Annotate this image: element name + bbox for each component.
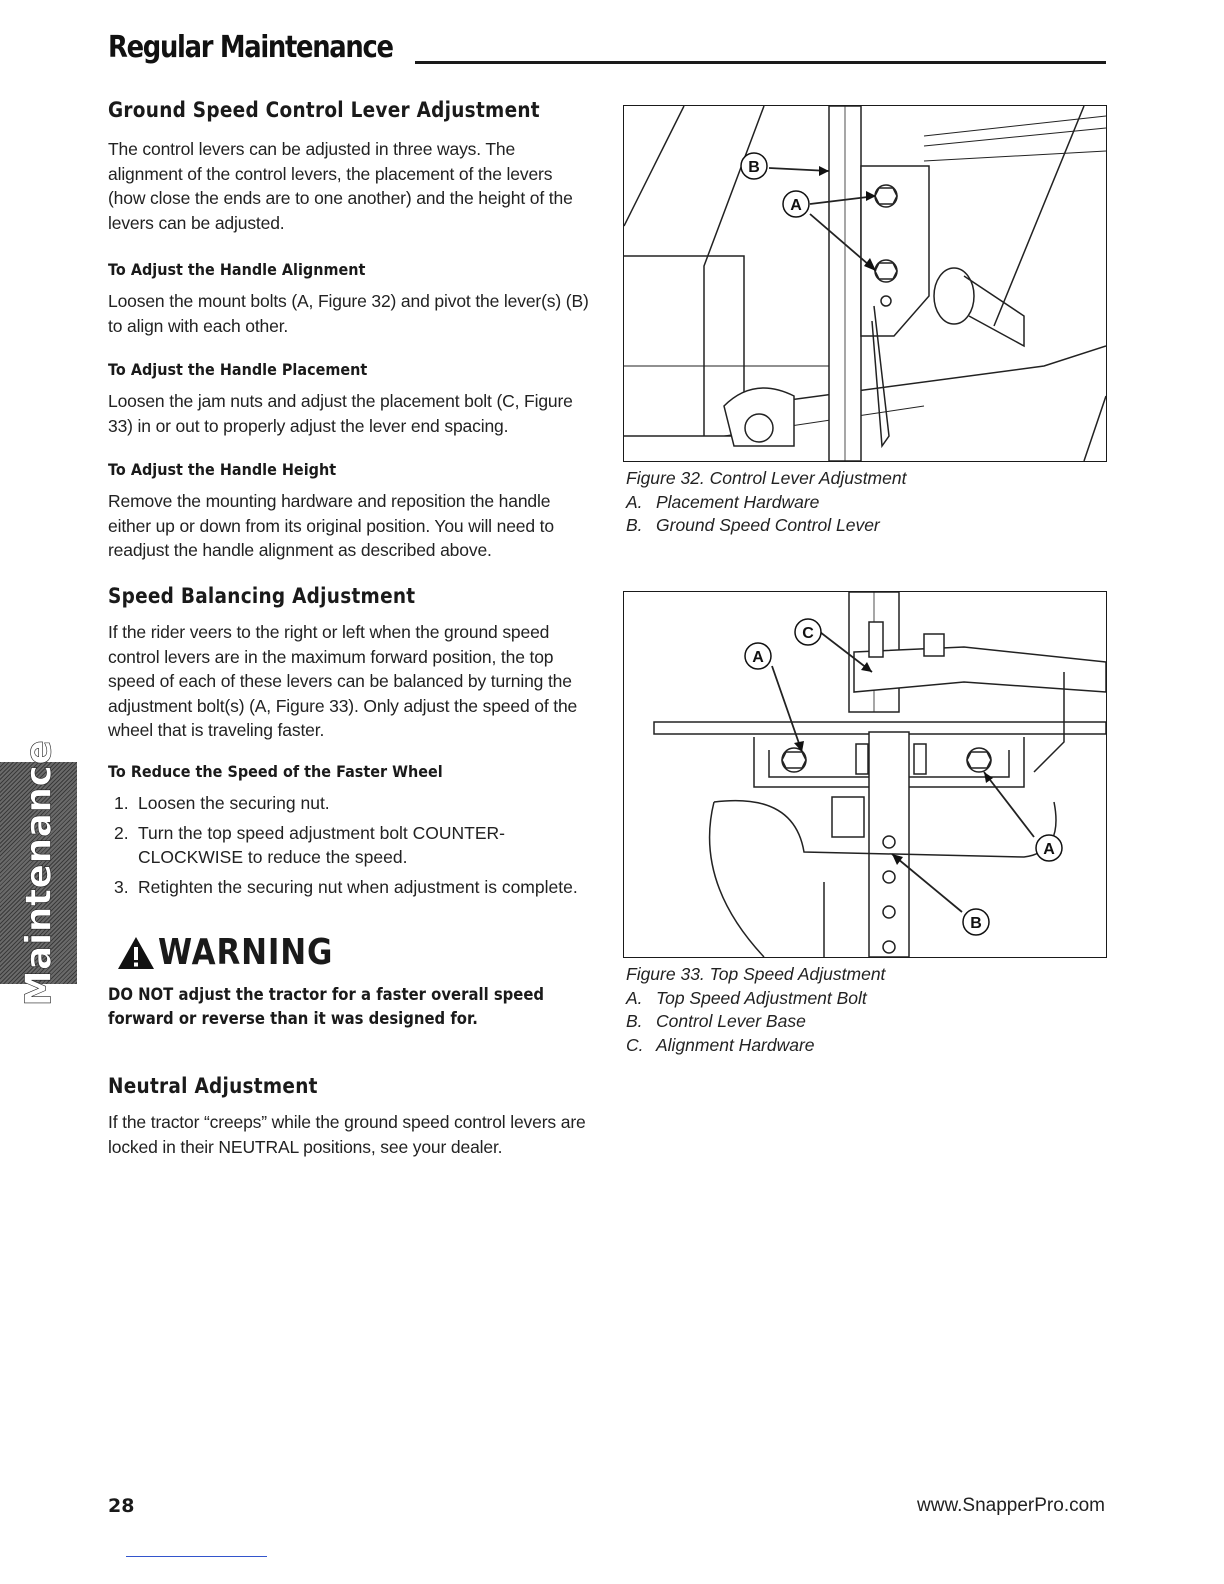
page-number: 28 bbox=[108, 1495, 135, 1517]
step-text: Loosen the securing nut. bbox=[138, 793, 330, 813]
caption-letter: A. bbox=[626, 491, 643, 512]
list-item bbox=[108, 875, 590, 900]
control-lever-illustration bbox=[624, 106, 1106, 461]
figure-32-illustration bbox=[623, 105, 1107, 462]
paragraph: If the rider veers to the right or left when the ground speed control levers are in the maximum forward position, the top speed of each of these levers can be balanced by turning the adjustment bolt(s) (A, Figure 33). Only adjust the speed of the wheel that is traveling faster. bbox=[108, 622, 578, 740]
caption-item bbox=[626, 491, 906, 515]
page-title: Regular Maintenance bbox=[108, 30, 393, 65]
page-header bbox=[108, 30, 1106, 72]
paragraph: Loosen the jam nuts and adjust the placement bolt (C, Figure 33) in or out to properly adjust the lever end spacing. bbox=[108, 391, 573, 436]
warning-box bbox=[108, 932, 598, 1031]
steps-list bbox=[108, 791, 590, 899]
callout-a bbox=[783, 191, 809, 217]
step-number: 3. bbox=[114, 876, 129, 897]
section-heading: Ground Speed Control Lever Adjustment bbox=[108, 98, 540, 122]
callout-b bbox=[963, 909, 989, 935]
subsection-heading: To Adjust the Handle Alignment bbox=[108, 260, 366, 279]
step-number: 2. bbox=[114, 822, 129, 843]
figure-32-caption bbox=[626, 467, 906, 538]
caption-item bbox=[626, 1034, 885, 1058]
section-heading: Speed Balancing Adjustment bbox=[108, 584, 416, 608]
figure-33-illustration bbox=[623, 591, 1107, 958]
list-item bbox=[108, 791, 590, 816]
section-heading: Neutral Adjustment bbox=[108, 1074, 318, 1098]
callout-c bbox=[795, 619, 821, 645]
step-number: 1. bbox=[114, 793, 129, 813]
caption-text: Control Lever Base bbox=[656, 1011, 806, 1031]
side-tab-label: Maintenance bbox=[18, 739, 59, 1007]
callout-a bbox=[1036, 835, 1062, 861]
callout-b bbox=[741, 153, 767, 179]
subsection-heading: To Reduce the Speed of the Faster Wheel bbox=[108, 762, 443, 781]
caption-text: Placement Hardware bbox=[656, 491, 820, 512]
figure-33-caption bbox=[626, 963, 885, 1057]
svg-text:B: B bbox=[970, 915, 982, 932]
placement-subsection bbox=[108, 360, 590, 438]
reduce-speed-subsection bbox=[108, 762, 590, 904]
caption-item bbox=[626, 514, 906, 538]
maintenance-side-tab bbox=[0, 739, 77, 1007]
neutral-section bbox=[108, 1074, 590, 1159]
header-rule bbox=[415, 61, 1106, 64]
caption-letter: B. bbox=[626, 1011, 643, 1031]
caption-text: Top Speed Adjustment Bolt bbox=[656, 987, 867, 1008]
svg-text:C: C bbox=[802, 625, 814, 642]
caption-letter: B. bbox=[626, 515, 643, 535]
paragraph: Loosen the mount bolts (A, Figure 32) and pivot the lever(s) (B) to align with each other. bbox=[108, 291, 589, 336]
list-item bbox=[108, 821, 590, 870]
warning-header bbox=[116, 932, 598, 973]
step-text: Retighten the securing nut when adjustment is complete. bbox=[138, 876, 578, 897]
svg-text:A: A bbox=[752, 649, 764, 666]
callout-a bbox=[745, 643, 771, 669]
warning-triangle-icon bbox=[116, 935, 156, 971]
alignment-subsection bbox=[108, 260, 590, 338]
caption-letter: A. bbox=[626, 987, 643, 1008]
paragraph: If the tractor “creeps” while the ground speed control levers are locked in their NEUTRAL positions, see your dealer. bbox=[108, 1112, 586, 1157]
caption-item bbox=[626, 1010, 885, 1034]
bottom-underline bbox=[126, 1556, 267, 1557]
subsection-heading: To Adjust the Handle Placement bbox=[108, 360, 368, 379]
warning-text: DO NOT adjust the tractor for a faster overall speed forward or reverse than it was designed for. bbox=[108, 985, 545, 1028]
speed-balancing-section bbox=[108, 584, 590, 743]
caption-letter: C. bbox=[626, 1034, 644, 1055]
caption-title: Figure 33. Top Speed Adjustment bbox=[626, 964, 886, 984]
caption-text: Alignment Hardware bbox=[656, 1034, 815, 1055]
subsection-heading: To Adjust the Handle Height bbox=[108, 460, 337, 479]
caption-text: Ground Speed Control Lever bbox=[656, 515, 880, 535]
paragraph: Remove the mounting hardware and reposition the handle either up or down from its original position. You will need to readjust the handle alignment as described above. bbox=[108, 491, 554, 560]
svg-text:B: B bbox=[748, 159, 760, 176]
top-speed-illustration bbox=[624, 592, 1106, 957]
svg-text:A: A bbox=[1043, 841, 1055, 858]
svg-text:A: A bbox=[790, 197, 802, 214]
height-subsection bbox=[108, 460, 590, 563]
caption-item bbox=[626, 987, 885, 1011]
caption-title: Figure 32. Control Lever Adjustment bbox=[626, 468, 907, 488]
warning-title: WARNING bbox=[158, 932, 334, 973]
ground-speed-section bbox=[108, 98, 590, 235]
website-url: www.SnapperPro.com bbox=[917, 1495, 1105, 1516]
step-text: Turn the top speed adjustment bolt COUNTER-CLOCKWISE to reduce the speed. bbox=[138, 822, 506, 867]
paragraph: The control levers can be adjusted in three ways. The alignment of the control levers, the placement of the levers (how close the ends are to one another) and the height of the levers can be adjusted. bbox=[108, 139, 573, 233]
